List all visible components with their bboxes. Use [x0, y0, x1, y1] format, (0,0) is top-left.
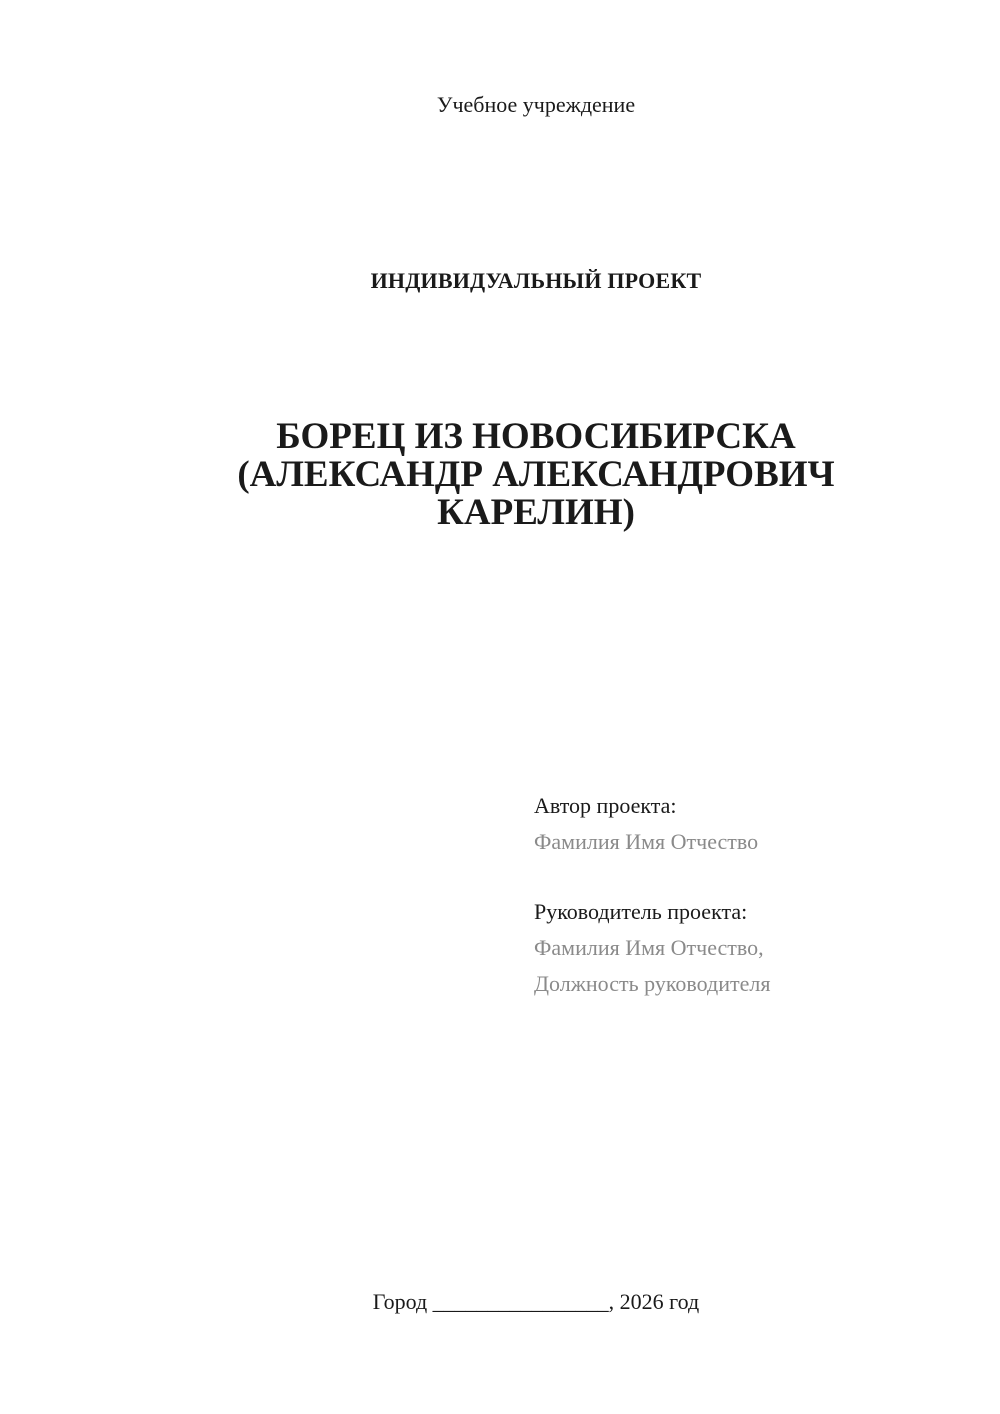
author-name: Фамилия Имя Отчество: [534, 829, 759, 854]
project-type-heading: ИНДИВИДУАЛЬНЫЙ ПРОЕКТ: [370, 268, 702, 293]
project-title-line-2: (АЛЕКСАНДР АЛЕКСАНДРОВИЧ: [237, 454, 835, 495]
year-text: , 2026 год: [608, 1289, 700, 1314]
institution-name: Учебное учреждение: [436, 92, 636, 117]
project-title-line-3: КАРЕЛИН): [437, 492, 635, 533]
project-title-line-1: БОРЕЦ ИЗ НОВОСИБИРСКА: [276, 416, 796, 457]
city-label: Город: [372, 1289, 428, 1314]
people-spacer: [534, 860, 770, 894]
project-title: [0, 418, 1000, 532]
city-year-line: [0, 1289, 1000, 1315]
supervisor-label: Руководитель проекта:: [534, 899, 748, 924]
author-label: Автор проекта:: [534, 793, 677, 818]
supervisor-position: Должность руководителя: [534, 971, 771, 996]
city-blank: ________________: [432, 1289, 609, 1314]
supervisor-name: Фамилия Имя Отчество,: [534, 935, 764, 960]
people-block: [534, 788, 770, 1002]
